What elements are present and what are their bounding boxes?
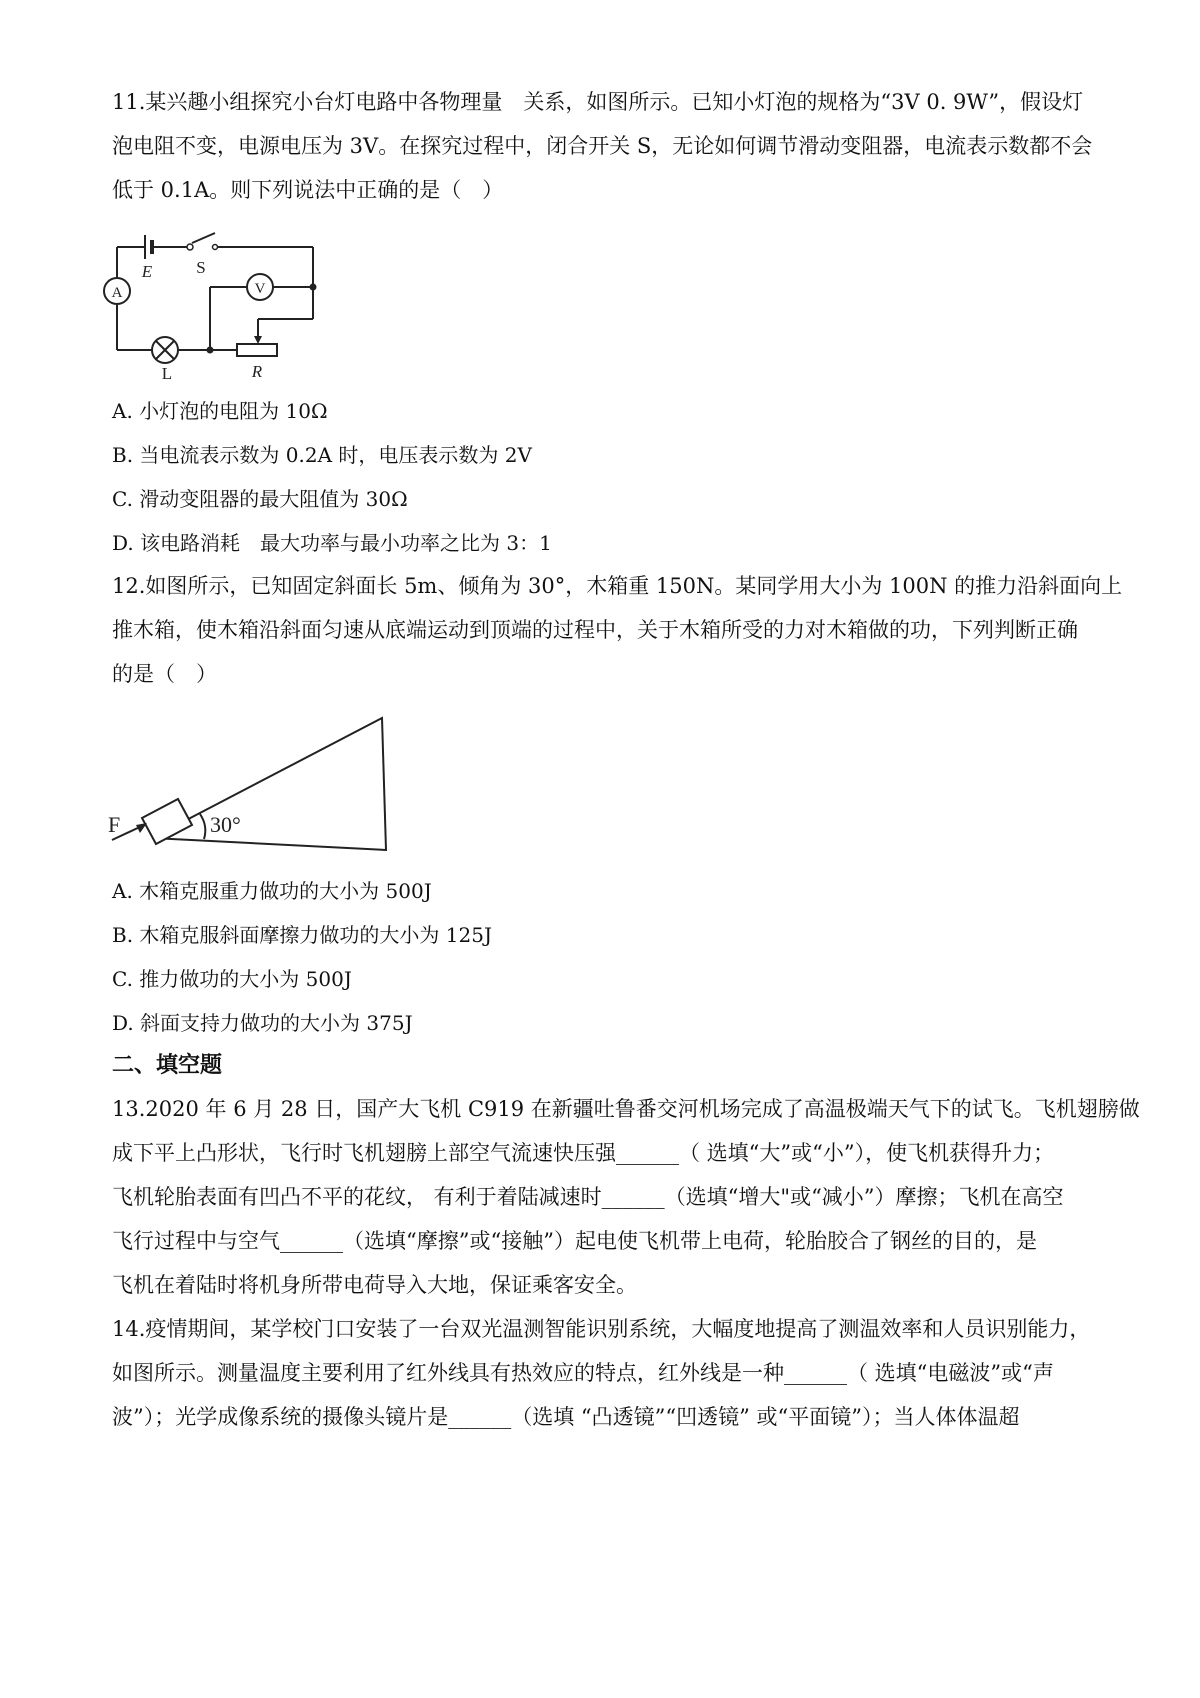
question-11-line-2: 泡电阻不变，电源电压为 3V。在探究过程中，闭合开关 S，无论如何调节滑动变阻器，电流表示数都不会 [112,134,1093,158]
question-12-option-d: D. 斜面支持力做功的大小为 375J [112,1011,413,1035]
incline-diagram [100,708,400,858]
section-heading: 二、填空题 [112,1052,223,1078]
ammeter-label: A [111,285,123,301]
battery-label: E [141,262,153,281]
question-11-line-3: 低于 0.1A。则下列说法中正确的是（ ） [112,178,504,202]
question-12-stem [112,564,1123,696]
question-11-option-d: D. 该电路消耗 最大功率与最小功率之比为 3：1 [112,531,552,555]
question-13-line-2: 成下平上凸形状，飞行时飞机翅膀上部空气流速快压强______（ 选填“大”或“小”），使飞机获得升力； [112,1141,1055,1165]
question-13-line-3: 飞机轮胎表面有凹凸不平的花纹， 有利于着陆减速时______（选填“增大"或“减小”）摩擦；飞机在高空 [112,1185,1064,1209]
question-14-line-2: 如图所示。测量温度主要利用了红外线具有热效应的特点，红外线是一种______（ 选填“电磁波”或“声 [112,1361,1054,1385]
question-11-option-a: A. 小灯泡的电阻为 10Ω [112,399,328,423]
question-14-stem [112,1307,1102,1439]
angle-label: 30° [210,812,241,837]
question-13-line-1: 13.2020 年 6 月 28 日，国产大飞机 C919 在新疆吐鲁番交河机场完成了高温极端天气下的试飞。飞机翅膀做 [112,1097,1140,1121]
question-11-line-1: 11.某兴趣小组探究小台灯电路中各物理量 关系，如图所示。已知小灯泡的规格为“3V 0. 9W”，假设灯 [112,90,1084,114]
question-13-stem [112,1087,1140,1307]
circuit-diagram [95,225,335,385]
question-13-line-5: 飞机在着陆时将机身所带电荷导入大地，保证乘客安全。 [112,1273,637,1297]
switch-label: S [196,258,206,277]
question-12-line-2: 推木箱，使木箱沿斜面匀速从底端运动到顶端的过程中，关于木箱所受的力对木箱做的功，下列判断正确 [112,618,1078,642]
question-12-line-3: 的是（ ） [112,662,217,686]
force-label: F [108,812,121,837]
question-12-line-1: 12.如图所示，已知固定斜面长 5m、倾角为 30°，木箱重 150N。某同学用大小为 100N 的推力沿斜面向上 [112,574,1123,598]
question-12-option-b: B. 木箱克服斜面摩擦力做功的大小为 125J [112,923,492,947]
question-11-option-b: B. 当电流表示数为 0.2A 时，电压表示数为 2V [112,443,532,467]
question-11-option-c: C. 滑动变阻器的最大阻值为 30Ω [112,487,408,511]
question-14-line-1: 14.疫情期间，某学校门口安装了一台双光温测智能识别系统，大幅度地提高了测温效率和人员识别能力， [112,1317,1091,1341]
question-13-line-4: 飞行过程中与空气______（选填“摩擦”或“接触”）起电使飞机带上电荷，轮胎胶合了钢丝的目的，是 [112,1229,1037,1253]
lamp-label: L [161,364,173,383]
question-12-option-a: A. 木箱克服重力做功的大小为 500J [112,879,432,903]
question-14-line-3: 波”）；光学成像系统的摄像头镜片是______（选填 “凸透镜”“凹透镜” 或“平面镜”）；当人体体温超 [112,1405,1020,1429]
question-11-stem [112,80,1102,212]
voltmeter-label: V [254,281,266,297]
rheostat-label: R [251,362,263,381]
question-12-option-c: C. 推力做功的大小为 500J [112,967,352,991]
